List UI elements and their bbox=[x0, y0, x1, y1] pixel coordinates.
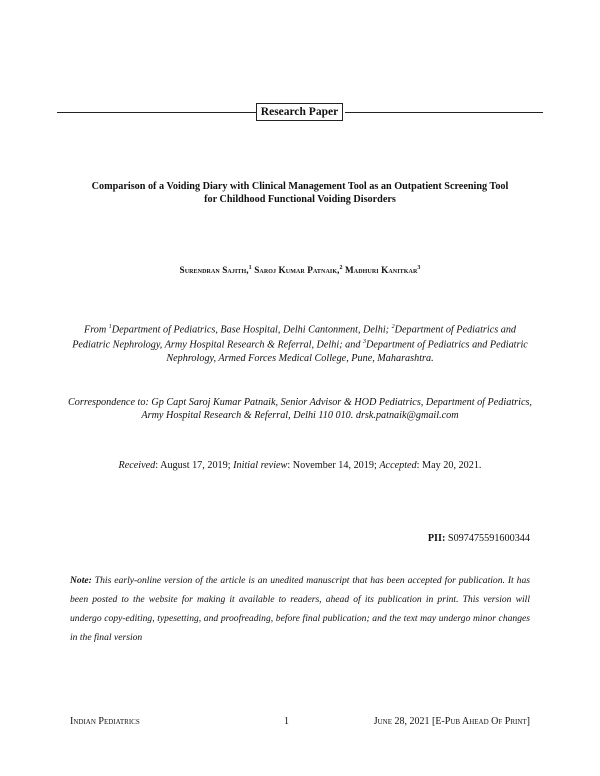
initial-review-date: : November 14, 2019; bbox=[287, 460, 380, 471]
article-dates bbox=[60, 460, 540, 471]
pii bbox=[428, 533, 530, 544]
received-label: Received bbox=[118, 460, 156, 471]
affiliations bbox=[68, 321, 532, 365]
affiliations-prefix: From bbox=[83, 324, 109, 336]
header-rule-left bbox=[57, 112, 256, 113]
correspondence: Correspondence to: Gp Capt Saroj Kumar Patnaik, Senior Advisor & HOD Pediatrics, Department of Pediatrics, Army Hospital Research & Referral, Delhi 110 010. drsk.patnaik@gmail.com bbox=[68, 397, 532, 421]
note-text: This early-online version of the article is an unedited manuscript that has been accepted for publication. It has been posted to the website for making it available to readers, ahead of its publication in print. This version will undergo copy-editing, typesetting, and proofreading, before final publication; and the text may undergo minor changes in the final version bbox=[70, 575, 530, 643]
footer-journal: Indian Pediatrics bbox=[70, 716, 140, 727]
paper-title-line1: Comparison of a Voiding Diary with Clinical Management Tool as an Outpatient Screening Tool bbox=[91, 181, 509, 192]
author-affiliation-marker: 1 bbox=[248, 265, 252, 271]
footer-date: June 28, 2021 [E-Pub Ahead Of Print] bbox=[373, 716, 530, 727]
author-name: Saroj Kumar Patnaik, bbox=[254, 265, 340, 276]
affiliation-marker: 2 bbox=[391, 324, 395, 330]
affiliation-text: Department of Pediatrics and Pediatric Nephrology, Army Hospital Research & Referral, Delhi; and bbox=[72, 324, 517, 351]
affiliation-marker: 3 bbox=[362, 339, 366, 346]
accepted-label: Accepted bbox=[379, 460, 417, 471]
pii-label: PII: bbox=[427, 533, 446, 544]
affiliation-marker: 1 bbox=[108, 324, 112, 330]
affiliation-text: Department of Pediatrics and Pediatric Nephrology, Armed Forces Medical College, Pune, Maharashtra. bbox=[166, 339, 528, 364]
paper-title bbox=[60, 180, 540, 206]
note-label: Note: bbox=[70, 575, 92, 586]
pii-value: S097475591600344 bbox=[445, 533, 530, 544]
header-rule-right bbox=[345, 112, 543, 113]
author-name: Madhuri Kanitkar bbox=[345, 265, 418, 276]
article-type-label: Research Paper bbox=[256, 103, 343, 121]
footer-page-number: 1 bbox=[284, 716, 289, 727]
author-list bbox=[60, 265, 540, 275]
initial-review-label: Initial review bbox=[233, 460, 288, 471]
early-online-note bbox=[70, 571, 530, 647]
author-affiliation-marker: 3 bbox=[417, 265, 421, 271]
author-affiliation-marker: 2 bbox=[339, 265, 343, 271]
accepted-date: : May 20, 2021. bbox=[416, 460, 482, 471]
affiliation-text: Department of Pediatrics, Base Hospital, Delhi Cantonment, Delhi; bbox=[111, 324, 392, 336]
paper-title-line2: for Childhood Functional Voiding Disorders bbox=[204, 194, 396, 205]
received-date: : August 17, 2019; bbox=[155, 460, 234, 471]
author-name: Surendran Sajith, bbox=[179, 265, 249, 276]
